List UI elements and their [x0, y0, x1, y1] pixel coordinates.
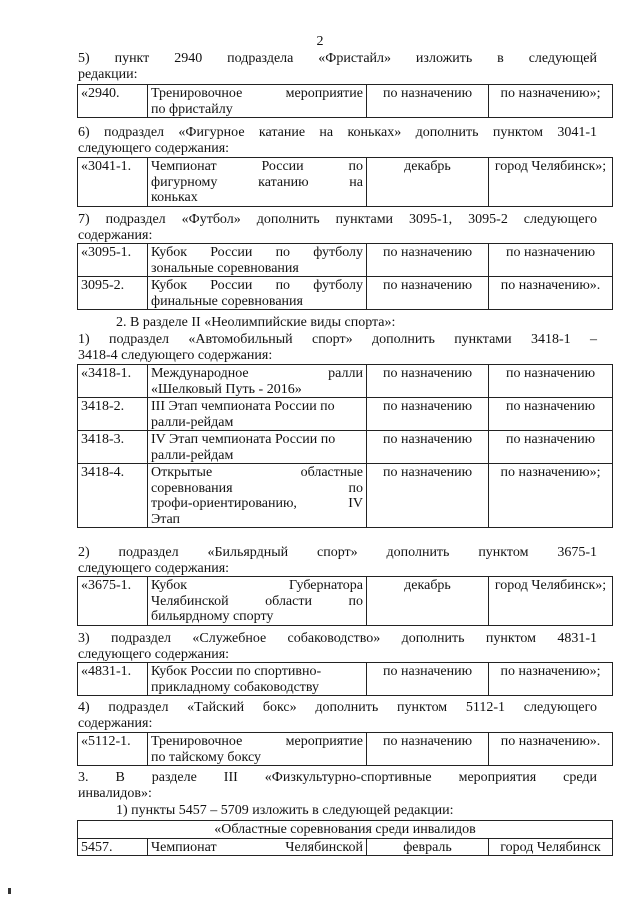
- cell-date: по назначению: [367, 398, 489, 431]
- section-3-line1: 3. В разделе III «Физкультурно-спортивные мероприятия среди: [78, 770, 597, 785]
- cell-event: [148, 365, 367, 398]
- cell-event: [148, 85, 367, 118]
- event-line: ралли-рейдам: [151, 414, 234, 430]
- cell-place: по назначению: [489, 365, 613, 398]
- event-line: зональные соревнования: [151, 260, 299, 276]
- cell-event: [148, 733, 367, 766]
- event-line: Чемпионат России по: [151, 159, 363, 174]
- cell-event: [148, 577, 367, 626]
- event-line: Открытые областные: [151, 465, 363, 480]
- event-line: ралли-рейдам: [151, 447, 234, 463]
- cell-date: по назначению: [367, 244, 489, 277]
- cell-event: [148, 431, 367, 464]
- cell-place: по назначению: [489, 244, 613, 277]
- page-number: 2: [316, 34, 324, 49]
- cell-date: декабрь: [367, 577, 489, 626]
- cell-event: [148, 838, 367, 856]
- paragraph-billiard-line1: 2) подраздел «Бильярдный спорт» дополнить пунктом 3675-1: [78, 545, 597, 560]
- table-row: [78, 821, 613, 839]
- paragraph-dog-line1: 3) подраздел «Служебное собаководство» дополнить пунктом 4831-1: [78, 631, 597, 646]
- cell-event: [148, 244, 367, 277]
- event-line: «Шелковый Путь - 2016»: [151, 381, 302, 397]
- event-line: по тайскому боксу: [151, 749, 261, 765]
- table-row: [78, 838, 613, 856]
- cell-place: город Челябинск»;: [489, 577, 613, 626]
- paragraph-auto-line1: 1) подраздел «Автомобильный спорт» дополнить пунктами 3418-1 –: [78, 332, 597, 347]
- cell-date: по назначению: [367, 464, 489, 528]
- cell-place: по назначению: [489, 398, 613, 431]
- section-2-heading: 2. В разделе II «Неолимпийские виды спорта»:: [116, 315, 396, 330]
- table-row: [78, 85, 613, 118]
- table-row: [78, 733, 613, 766]
- cell-event: [148, 158, 367, 207]
- cell-number: 3418-4.: [78, 464, 148, 528]
- table-billiard: [77, 576, 613, 626]
- scan-artifact: [8, 888, 11, 894]
- cell-place: по назначению: [489, 431, 613, 464]
- event-line: IV Этап чемпионата России по: [151, 432, 336, 447]
- paragraph-billiard-line2: следующего содержания:: [78, 561, 230, 576]
- event-line: трофи-ориентированию, IV: [151, 496, 363, 511]
- table-row: [78, 398, 613, 431]
- paragraph-freestyle-line2: редакции:: [78, 67, 138, 82]
- paragraph-auto-line2: 3418-4 следующего содержания:: [78, 348, 273, 363]
- event-line: фигурному катанию на: [151, 174, 363, 190]
- cell-place: город Челябинск»;: [489, 158, 613, 207]
- paragraph-figure-line1: 6) подраздел «Фигурное катание на коньках» дополнить пунктом 3041-1: [78, 125, 597, 140]
- paragraph-thai-line2: содержания:: [78, 716, 153, 731]
- event-line: прикладному собаководству: [151, 679, 320, 695]
- table-row: [78, 244, 613, 277]
- cell-event: [148, 663, 367, 696]
- cell-place: по назначению»;: [489, 663, 613, 696]
- event-line: Международное ралли: [151, 366, 363, 381]
- cell-date: по назначению: [367, 85, 489, 118]
- table-row: [78, 277, 613, 310]
- table-disabled-competitions: [77, 820, 613, 856]
- cell-number: «2940.: [78, 85, 148, 118]
- paragraph-figure-line2: следующего содержания:: [78, 141, 230, 156]
- event-line: по фристайлу: [151, 101, 233, 117]
- cell-number: 3095-2.: [78, 277, 148, 310]
- cell-number: «3675-1.: [78, 577, 148, 626]
- event-line: III Этап чемпионата России по: [151, 399, 335, 414]
- table-row: [78, 365, 613, 398]
- event-line: соревнования по: [151, 480, 363, 496]
- cell-number: 3418-3.: [78, 431, 148, 464]
- paragraph-dog-line2: следующего содержания:: [78, 647, 230, 662]
- cell-place: по назначению».: [489, 277, 613, 310]
- cell-number: «3095-1.: [78, 244, 148, 277]
- event-line: финальные соревнования: [151, 293, 303, 309]
- table-thai-boxing: [77, 732, 613, 766]
- cell-event: [148, 398, 367, 431]
- table-row: [78, 663, 613, 696]
- cell-date: февраль: [367, 838, 489, 856]
- paragraph-thai-line1: 4) подраздел «Тайский бокс» дополнить пунктом 5112-1 следующего: [78, 700, 597, 715]
- cell-date: декабрь: [367, 158, 489, 207]
- event-line: коньках: [151, 190, 198, 205]
- cell-date: по назначению: [367, 431, 489, 464]
- cell-place: по назначению»;: [489, 464, 613, 528]
- event-line: Тренировочное мероприятие: [151, 86, 363, 101]
- cell-event: [148, 464, 367, 528]
- event-line: бильярдному спорту: [151, 609, 274, 624]
- event-line: Кубок России по футболу: [151, 278, 363, 293]
- event-line: Челябинской области по: [151, 593, 363, 609]
- cell-date: по назначению: [367, 663, 489, 696]
- section-3-line2: инвалидов»:: [78, 786, 152, 801]
- cell-date: по назначению: [367, 733, 489, 766]
- cell-number: «5112-1.: [78, 733, 148, 766]
- event-line: Этап: [151, 511, 181, 527]
- event-line: Кубок Губернатора: [151, 578, 363, 593]
- cell-number: 3418-2.: [78, 398, 148, 431]
- cell-date: по назначению: [367, 365, 489, 398]
- cell-place: по назначению».: [489, 733, 613, 766]
- paragraph-football-line2: содержания:: [78, 228, 153, 243]
- table-header: «Областные соревнования среди инвалидов: [78, 821, 613, 839]
- cell-number: «3041-1.: [78, 158, 148, 207]
- table-row: [78, 431, 613, 464]
- table-dog-training: [77, 662, 613, 696]
- cell-number: 5457.: [78, 838, 148, 856]
- cell-number: «4831-1.: [78, 663, 148, 696]
- event-line: Чемпионат Челябинской: [151, 839, 363, 855]
- cell-number: «3418-1.: [78, 365, 148, 398]
- cell-place: город Челябинск: [489, 838, 613, 856]
- table-row: [78, 577, 613, 626]
- cell-place: по назначению»;: [489, 85, 613, 118]
- table-football: [77, 243, 613, 310]
- cell-date: по назначению: [367, 277, 489, 310]
- event-line: Тренировочное мероприятие: [151, 734, 363, 749]
- table-freestyle: [77, 84, 613, 118]
- section-3-item-1: 1) пункты 5457 – 5709 изложить в следующей редакции:: [116, 803, 454, 818]
- paragraph-football-line1: 7) подраздел «Футбол» дополнить пунктами 3095-1, 3095-2 следующего: [78, 212, 597, 227]
- table-row: [78, 464, 613, 528]
- table-auto-sport: [77, 364, 613, 528]
- event-line: Кубок России по футболу: [151, 245, 363, 260]
- paragraph-freestyle-line1: 5) пункт 2940 подраздела «Фристайл» изложить в следующей: [78, 51, 597, 66]
- cell-event: [148, 277, 367, 310]
- table-figure-skating: [77, 157, 613, 207]
- table-row: [78, 158, 613, 207]
- event-line: Кубок России по спортивно-: [151, 664, 322, 679]
